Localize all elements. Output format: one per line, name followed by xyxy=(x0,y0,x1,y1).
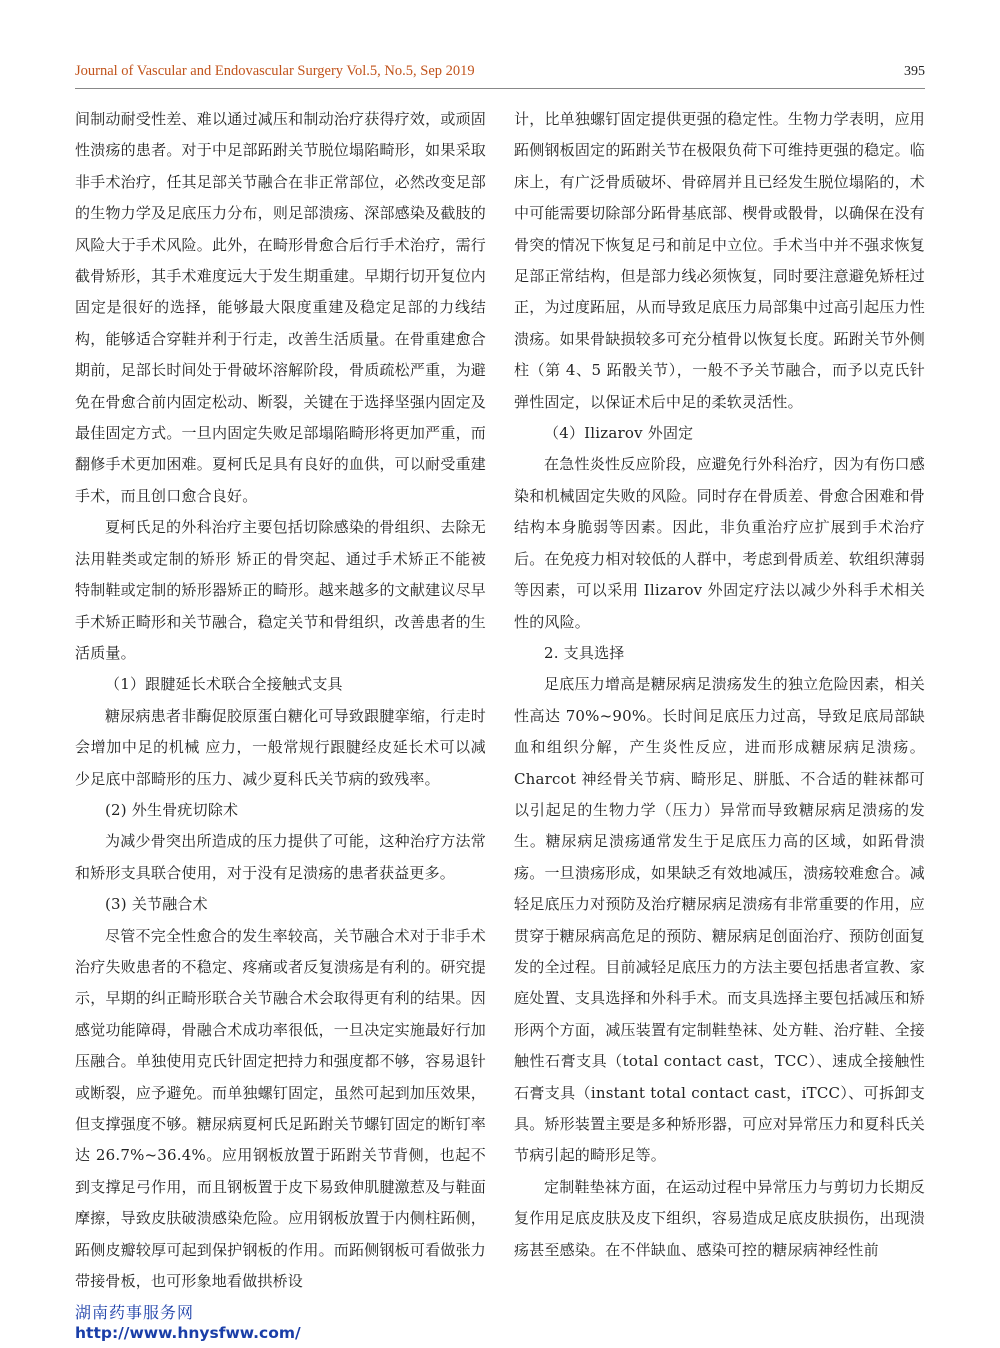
journal-title: Journal of Vascular and Endovascular Surgery Vol.5, No.5, Sep 2019 xyxy=(75,63,475,79)
section-heading: （4）Ilizarov 外固定 xyxy=(544,424,694,443)
paragraph: 计，比单独螺钉固定提供更强的稳定性。生物力学表明，应用跖侧钢板固定的跖跗关节在极限负荷下可维持更强的稳定。临床上，有广泛骨质破坏、骨碎屑并且已经发生脱位塌陷的，术中可能需要切除部分跖骨基底部、楔骨或骰骨，以确保在没有骨突的情况下恢复足弓和前足中立位。手术当中并不强求恢复足部正常结构，但是部力线必须恢复，同时要注意避免矫枉过正，为过度跖屈，从而导致足底压力局部集中过高引起压力性溃疡。如果骨缺损较多可充分植骨以恢复长度。跖跗关节外侧柱（第 4、5 跖骰关节），一般不予关节融合，而予以克氏针弹性固定，以保证术后中足的柔软灵活性。 xyxy=(514,110,925,411)
section-heading: (3) 关节融合术 xyxy=(105,895,208,914)
paragraph: 在急性炎性反应阶段，应避免行外科治疗，因为有伤口感染和机械固定失败的风险。同时存在骨质差、骨愈合困难和骨结构本身脆弱等因素。因此，非负重治疗应扩展到手术治疗后。在免疫力相对较低的人群中，考虑到骨质差、软组织薄弱等因素，可以采用 Ilizarov 外固定疗法以减少外科手术相关性的风险。 xyxy=(514,455,925,631)
page-number: 395 xyxy=(904,64,925,79)
paragraph: 间制动耐受性差、难以通过减压和制动治疗获得疗效，或顽固性溃疡的患者。对于中足部跖跗关节脱位塌陷畸形，如果采取非手术治疗，任其足部关节融合在非正常部位，必然改变足部的生物力学及足底压力分布，则足部溃疡、深部感染及截肢的风险大于手术风险。此外，在畸形骨愈合后行手术治疗，需行截骨矫形，其手术难度远大于发生期重建。早期行切开复位内固定是很好的选择，能够最大限度重建及稳定足部的力线结构，能够适合穿鞋并利于行走，改善生活质量。在骨重建愈合期前，足部长时间处于骨破坏溶解阶段，骨质疏松严重，为避免在骨愈合前内固定松动、断裂，关键在于选择坚强内固定及最佳固定方式。一旦内固定失败足部塌陷畸形将更加严重，而翻修手术更加困难。夏柯氏足具有良好的血供，可以耐受重建手术，而且创口愈合良好。 xyxy=(75,110,486,505)
watermark-site-name: 湖南药事服务网 xyxy=(75,1303,195,1322)
paragraph: 尽管不完全性愈合的发生率较高，关节融合术对于非手术治疗失败患者的不稳定、疼痛或者反复溃疡是有利的。研究提示，早期的纠正畸形联合关节融合术会取得更有利的结果。因感觉功能障碍，骨融合术成功率很低，一旦决定实施最好行加压融合。单独使用克氏针固定把持力和强度都不够，容易退针或断裂，应予避免。而单独螺钉固定，虽然可起到加压效果，但支撑强度不够。糖尿病夏柯氏足跖跗关节螺钉固定的断钉率达 26.7%~36.4%。应用钢板放置于跖跗关节背侧，也起不到支撑足弓作用，而且钢板置于皮下易致伸肌腱激惹及与鞋面摩擦，导致皮肤破溃感染危险。应用钢板放置于内侧柱跖侧，跖侧皮瓣较厚可起到保护钢板的作用。而跖侧钢板可看做张力带接骨板，也可形象地看做拱桥设 xyxy=(75,926,486,1291)
paragraph: 为减少骨突出所造成的压力提供了可能，这种治疗方法常和矫形支具联合使用，对于没有足溃疡的患者获益更多。 xyxy=(75,832,486,882)
site-watermark xyxy=(75,1303,301,1343)
left-column xyxy=(75,104,486,1297)
section-heading: (2) 外生骨疣切除术 xyxy=(105,800,239,819)
paragraph: 足底压力增高是糖尿病足溃疡发生的独立危险因素，相关性高达 70%~90%。长时间足底压力过高，导致足底局部缺血和组织分解，产生炎性反应，进而形成糖尿病足溃疡。Charcot 神经骨关节病、畸形足、胼胝、不合适的鞋袜都可以引起足的生物力学（压力）异常而导致糖尿病足溃疡的发生。糖尿病足溃疡通常发生于足底压力高的区域，如跖骨溃疡。一旦溃疡形成，如果缺乏有效地减压，溃疡较难愈合。减轻足底压力对预防及治疗糖尿病足溃疡有非常重要的作用，应贯穿于糖尿病高危足的预防、糖尿病足创面治疗、预防创面复发的全过程。目前减轻足底压力的方法主要包括患者宣教、家庭处置、支具选择和外科手术。而支具选择主要包括减压和矫形两个方面，减压装置有定制鞋垫袜、处方鞋、治疗鞋、全接触性石膏支具（total contact cast，TCC）、速成全接触性石膏支具（instant total contact cast，iTCC）、可拆卸支具。矫形装置主要是多种矫形器，可应对异常压力和夏科氏关节病引起的畸形足等。 xyxy=(514,675,925,1165)
header-divider xyxy=(75,88,925,89)
paragraph: 糖尿病患者非酶促胶原蛋白糖化可导致跟腱挛缩，行走时会增加中足的机械 应力，一般常规行跟腱经皮延长术可以减少足底中部畸形的压力、减少夏科氏关节病的致残率。 xyxy=(75,706,486,788)
paragraph: 夏柯氏足的外科治疗主要包括切除感染的骨组织、去除无法用鞋类或定制的矫形 矫正的骨突起、通过手术矫正不能被特制鞋或定制的矫形器矫正的畸形。越来越多的文献建议尽早手术矫正畸形和关节融合，稳定关节和骨组织，改善患者的生活质量。 xyxy=(75,518,486,662)
section-heading: 2. 支具选择 xyxy=(544,643,625,662)
right-column xyxy=(514,104,925,1266)
paragraph: 定制鞋垫袜方面，在运动过程中异常压力与剪切力长期反复作用足底皮肤及皮下组织，容易造成足底皮肤损伤，出现溃疡甚至感染。在不伴缺血、感染可控的糖尿病神经性前 xyxy=(514,1177,925,1259)
section-heading: （1）跟腱延长术联合全接触式支具 xyxy=(105,675,343,694)
watermark-url: http://www.hnysfww.com/ xyxy=(75,1324,301,1342)
